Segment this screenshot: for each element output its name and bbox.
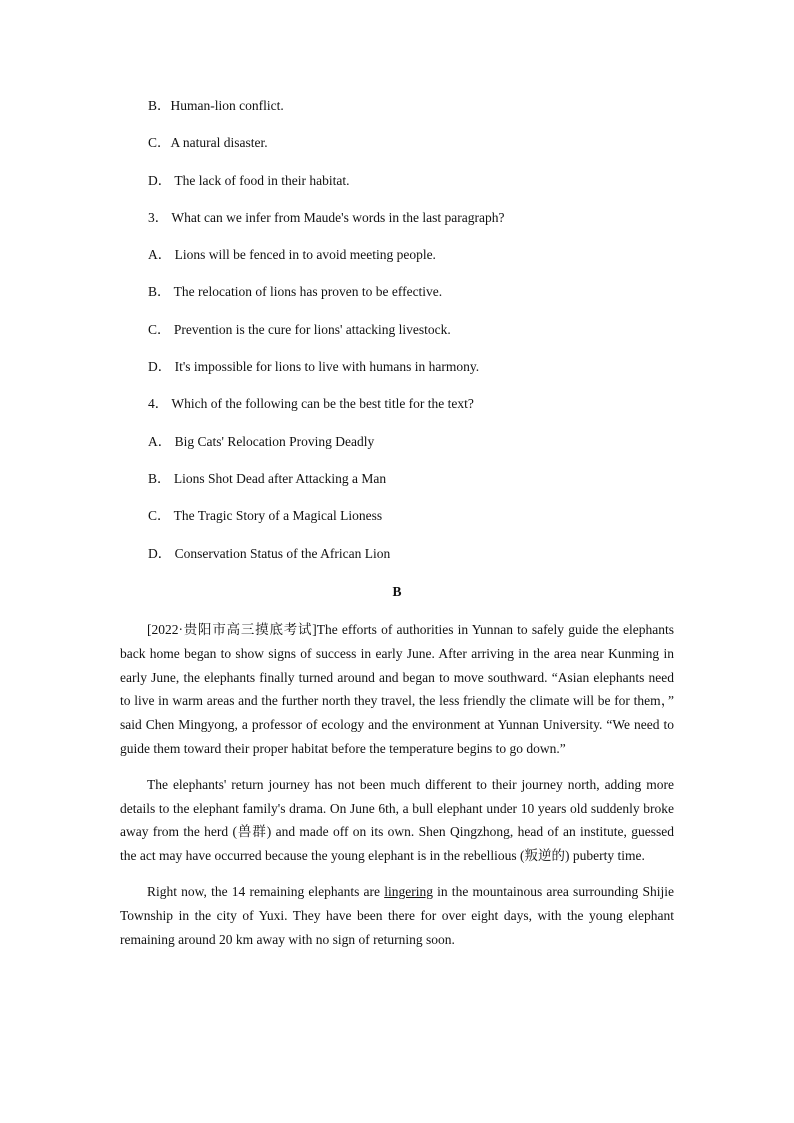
option-a-q4: [148, 432, 688, 452]
option-label: D．: [148, 172, 172, 188]
question-text: What can we infer from Maude's words in the last paragraph?: [168, 209, 505, 225]
underlined-word: lingering: [384, 883, 433, 899]
reading-passage: [120, 618, 674, 963]
option-label: C．: [148, 321, 171, 337]
option-text: The relocation of lions has proven to be effective.: [170, 284, 443, 300]
option-b-q4: [148, 469, 688, 489]
paragraph-text: Right now, the 14 remaining elephants are: [147, 883, 385, 899]
answer-options-list: [148, 96, 688, 581]
option-label: C．: [148, 508, 171, 524]
option-b-q2: [148, 96, 688, 116]
option-d-q2: [148, 171, 688, 191]
option-text: Lions Shot Dead after Attacking a Man: [170, 470, 387, 486]
passage-paragraph-2: The elephants' return journey has not been much different to their journey north, adding more details to the elephant family's drama. On June 6th, a bull elephant under 10 years old suddenly broke away from the herd (兽群) and made off on its own. Shen Qingzhong, head of an institute, guessed the act may have occurred because the young elephant is in the rebellious (叛逆的) puberty time.: [120, 776, 674, 864]
option-c-q2: [148, 133, 688, 153]
option-text: Big Cats' Relocation Proving Deadly: [171, 433, 375, 449]
paragraph-text: in the mountainous area surrounding Shijie Township in the city of Yuxi. They have been there for over eight days, with the young elephant remaining around 20 km away with no sign of returning soon.: [120, 883, 674, 947]
option-text: Lions will be fenced in to avoid meeting people.: [171, 247, 436, 263]
option-c-q3: [148, 320, 688, 340]
option-text: A natural disaster.: [170, 135, 268, 151]
option-label: D．: [148, 545, 172, 561]
option-c-q4: [148, 506, 688, 526]
question-text: Which of the following can be the best title for the text?: [168, 396, 474, 412]
option-d-q4: [148, 544, 688, 564]
option-text: It's impossible for lions to live with humans in harmony.: [171, 359, 480, 375]
option-label: B．: [148, 98, 171, 113]
question-number: 3．: [148, 209, 169, 225]
option-text: Conservation Status of the African Lion: [171, 545, 391, 561]
option-label: B．: [148, 284, 171, 300]
section-heading: B: [392, 584, 402, 599]
option-d-q3: [148, 357, 688, 377]
option-text: The Tragic Story of a Magical Lioness: [170, 508, 383, 524]
option-label: A．: [148, 433, 172, 449]
option-text: The lack of food in their habitat.: [171, 172, 350, 188]
option-label: B．: [148, 470, 171, 486]
option-label: D．: [148, 359, 172, 375]
passage-paragraph-3: [120, 880, 674, 951]
question-3: [148, 208, 688, 228]
option-label: A．: [148, 247, 172, 263]
passage-paragraph-1: [2022·贵阳市高三摸底考试]The efforts of authorities in Yunnan to safely guide the elephants back home began to show signs of success in early June. After arriving in the area near Kunming in early June, the elephants finally turned around and began to move southward. “Asian elephants need to live in warm areas and the further north they travel, the less friendly the climate will be for them，” said Chen Mingyong, a professor of ecology and the environment at Yunnan University. “We need to guide them toward their proper habitat before the temperature begins to go down.”: [120, 622, 674, 756]
question-4: [148, 394, 688, 414]
option-label: C．: [148, 135, 171, 151]
option-b-q3: [148, 282, 688, 302]
option-text: Prevention is the cure for lions' attacking livestock.: [170, 321, 451, 337]
option-text: Human-lion conflict.: [170, 98, 284, 113]
option-a-q3: [148, 245, 688, 265]
question-number: 4．: [148, 396, 169, 412]
